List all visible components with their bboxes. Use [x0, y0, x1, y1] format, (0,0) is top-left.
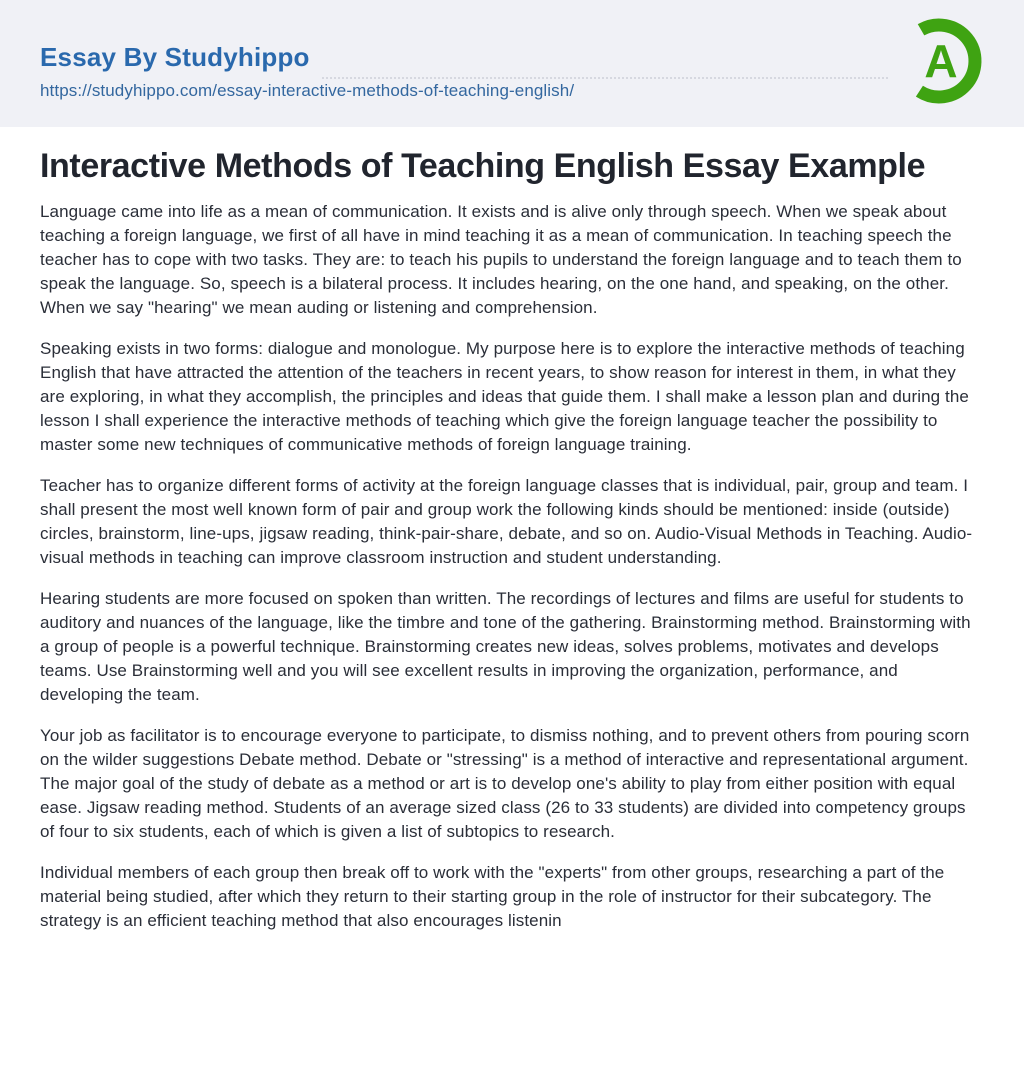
essay-paragraph: Language came into life as a mean of communication. It exists and is alive only through speech. When we speak about teaching a foreign language, we first of all have in mind teaching it as a mean of communication. In teaching speech the teacher has to cope with two tasks. They are: to teach his pupils to understand the foreign language and to teach them to speak the language. So, speech is a bilateral process. It includes hearing, on the one hand, and speaking, on the other. When we say "hearing" we mean auding or listening and comprehension. — [40, 202, 962, 317]
studyhippo-logo-icon — [889, 11, 989, 111]
essay-title: Interactive Methods of Teaching English Essay Example — [40, 147, 926, 185]
essay-paragraph: Your job as facilitator is to encourage everyone to participate, to dismiss nothing, and to prevent others from pouring scorn on the wilder suggestions Debate method. Debate or "stressing" is a method of interactive and representational argument. The major goal of the study of debate as a method or art is to develop one's ability to play from either position with equal ease. Jigsaw reading method. Students of an average sized class (26 to 33 students) are divided into competency groups of four to six students, each of which is given a list of subtopics to research. — [40, 726, 970, 841]
logo-letter: A — [924, 35, 958, 87]
dotted-separator — [322, 64, 888, 79]
essay-content — [0, 127, 1024, 933]
essay-paragraph: Hearing students are more focused on spoken than written. The recordings of lectures and films are useful for students to auditory and nuances of the language, like the timbre and tone of the gathering. Brainstorming method. Brainstorming with a group of people is a powerful technique. Brainstorming creates new ideas, solves problems, motivates and develops teams. Use Brainstorming well and you will see excellent results in improving the organization, performance, and developing the team. — [40, 589, 971, 704]
site-title: Essay By Studyhippo — [40, 42, 310, 72]
site-header — [0, 0, 1024, 127]
essay-url-link[interactable]: https://studyhippo.com/essay-interactive-methods-of-teaching-english/ — [40, 81, 575, 100]
essay-paragraph: Teacher has to organize different forms of activity at the foreign language classes that is individual, pair, group and team. I shall present the most well known form of pair and group work the following kinds should be mentioned: inside (outside) circles, brainstorm, line-ups, jigsaw reading, think-pair-share, debate, and so on. Audio-Visual Methods in Teaching. Audio-visual methods in teaching can improve classroom instruction and student understanding. — [40, 476, 973, 567]
essay-paragraph: Speaking exists in two forms: dialogue and monologue. My purpose here is to explore the interactive methods of teaching English that have attracted the attention of the teachers in recent years, to show reason for interest in them, in what they are exploring, in what they accomplish, the principles and ideas that guide them. I shall make a lesson plan and during the lesson I shall experience the interactive methods of teaching which give the foreign language teacher the possibility to master some new techniques of communicative methods of foreign language training. — [40, 339, 969, 454]
essay-paragraph: Individual members of each group then break off to work with the "experts" from other groups, researching a part of the material being studied, after which they return to their starting group in the role of instructor for their subcategory. The strategy is an efficient teaching method that also encourages listenin — [40, 863, 945, 930]
